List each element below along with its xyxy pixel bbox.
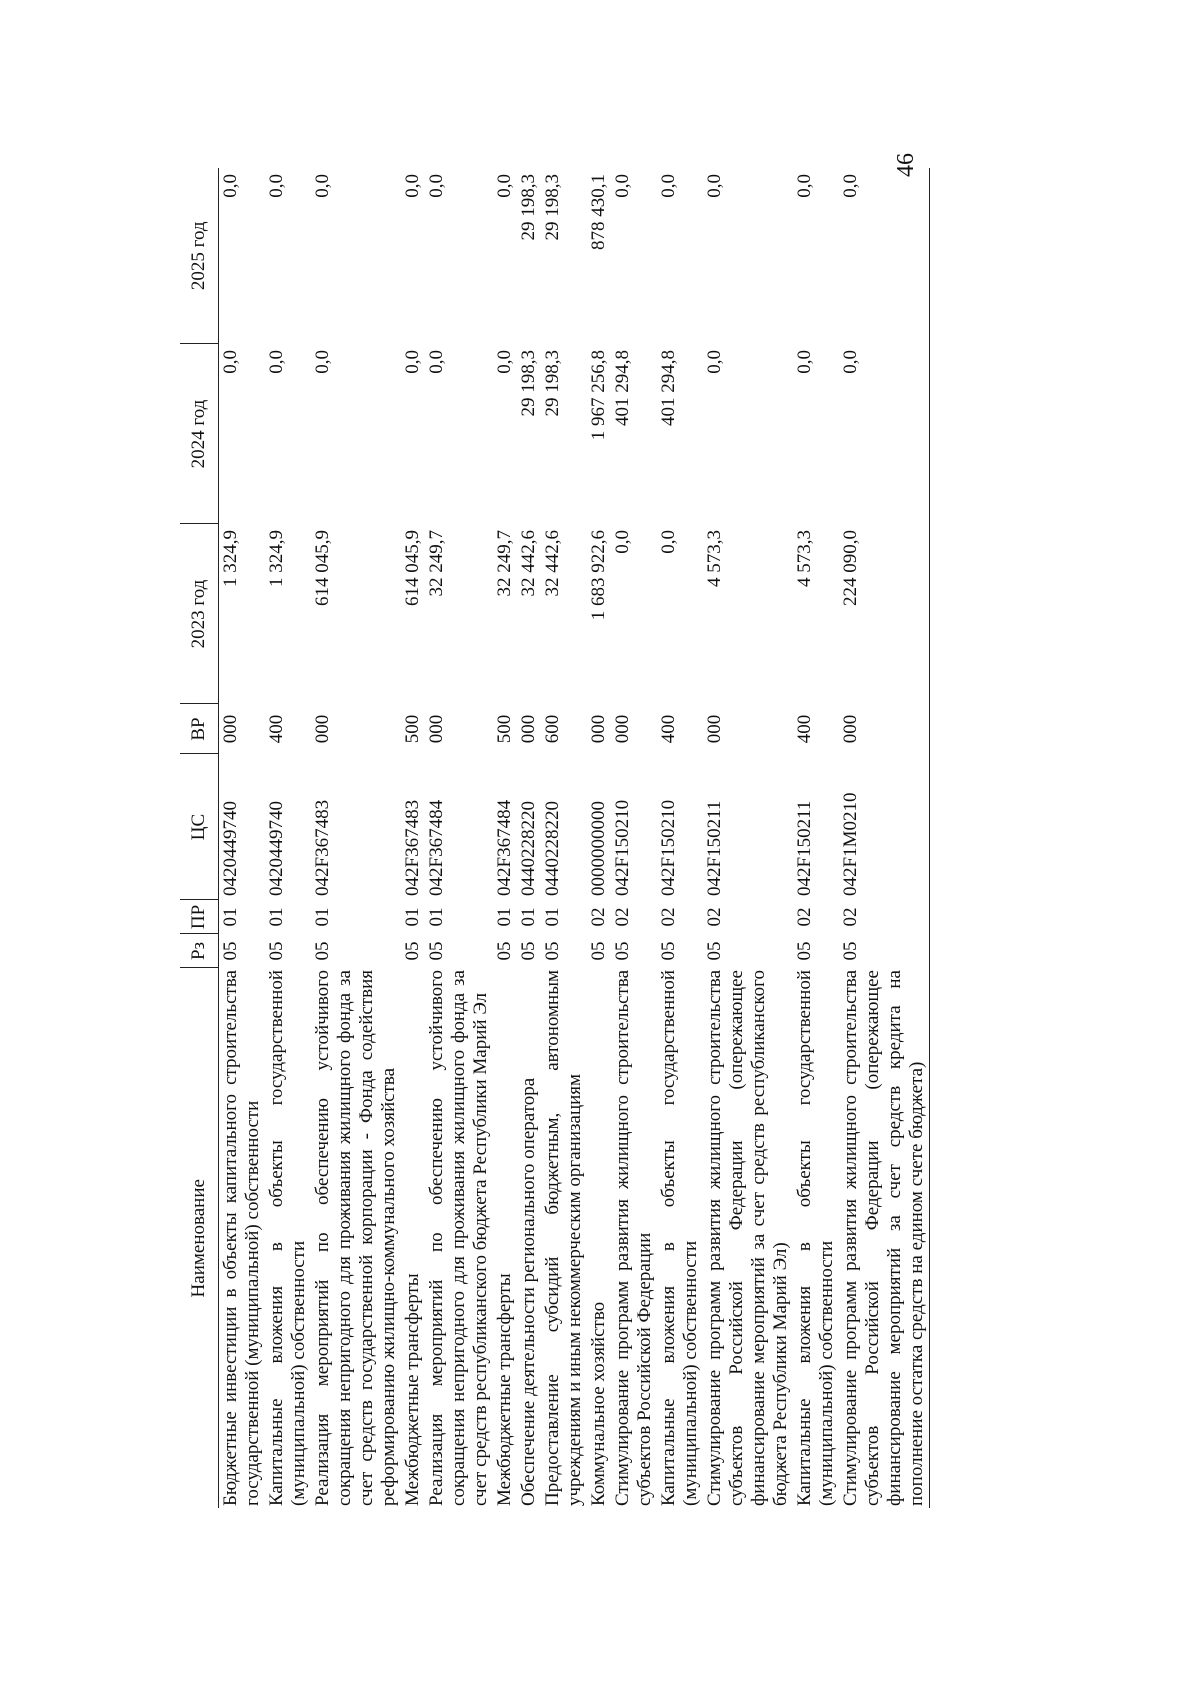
row-cs: 042F367483 bbox=[312, 799, 333, 896]
row-2025: 29 198,3 bbox=[542, 174, 563, 241]
rule-cell bbox=[930, 168, 931, 1508]
row-name: Капитальные вложения в объекты государственной (муниципальной) собственности bbox=[266, 970, 309, 1506]
row-rz: 05 bbox=[704, 941, 725, 961]
row-name: Капитальные вложения в объекты государственной (муниципальной) собственности bbox=[658, 970, 701, 1506]
row-2025: 0,0 bbox=[704, 174, 725, 198]
row-2025: 0,0 bbox=[612, 174, 633, 198]
table-row bbox=[587, 168, 611, 1508]
row-vr: 000 bbox=[518, 714, 539, 744]
row-cs: 042F1M0210 bbox=[840, 792, 861, 896]
row-pr: 01 bbox=[266, 907, 287, 927]
row-name: Стимулирование программ развития жилищного строительства субъектов Российской Федерации bbox=[612, 970, 655, 1506]
row-cs: 042F150210 bbox=[612, 799, 633, 896]
table-row bbox=[265, 168, 311, 1508]
row-2025: 878 430,1 bbox=[588, 174, 609, 250]
row-cs: 042F367484 bbox=[494, 799, 515, 896]
row-2024: 0,0 bbox=[266, 350, 287, 374]
row-2023: 0,0 bbox=[658, 530, 679, 554]
row-vr: 000 bbox=[840, 714, 861, 744]
row-pr: 01 bbox=[220, 907, 241, 927]
row-rz: 05 bbox=[794, 941, 815, 961]
row-rz: 05 bbox=[312, 941, 333, 961]
row-2025: 0,0 bbox=[266, 174, 287, 198]
row-2024: 0,0 bbox=[840, 350, 861, 374]
row-vr: 400 bbox=[658, 714, 679, 744]
row-name: Предоставление субсидий бюджетным, автономным учреждениям и иным некоммерческим организациям bbox=[542, 970, 585, 1506]
row-2025: 0,0 bbox=[426, 174, 447, 198]
table-bottom-rule bbox=[930, 168, 931, 1508]
row-name: Коммунальное хозяйство bbox=[588, 1301, 609, 1506]
row-name: Бюджетные инвестиции в объекты капитального строительства государственной (муниципальной) собственности bbox=[220, 970, 263, 1506]
row-2024: 0,0 bbox=[704, 350, 725, 374]
row-pr: 02 bbox=[840, 907, 861, 927]
row-rz: 05 bbox=[518, 941, 539, 961]
row-2024: 0,0 bbox=[402, 350, 423, 374]
table-row bbox=[793, 168, 839, 1508]
row-2024: 29 198,3 bbox=[542, 350, 563, 417]
row-vr: 000 bbox=[704, 714, 725, 744]
row-2024: 401 294,8 bbox=[612, 350, 633, 426]
row-name: Капитальные вложения в объекты государственной (муниципальной) собственности bbox=[794, 970, 837, 1506]
page-number: 46 bbox=[893, 153, 919, 177]
row-2024: 0,0 bbox=[794, 350, 815, 374]
row-cs: 042F367484 bbox=[426, 799, 447, 896]
row-vr: 000 bbox=[588, 714, 609, 744]
row-vr: 000 bbox=[312, 714, 333, 744]
header-name: Наименование bbox=[180, 968, 219, 1508]
row-2023: 1 683 922,6 bbox=[588, 530, 609, 621]
row-rz: 05 bbox=[220, 941, 241, 961]
row-cs: 0420449740 bbox=[220, 801, 241, 896]
row-vr: 600 bbox=[542, 714, 563, 744]
row-2024: 0,0 bbox=[494, 350, 515, 374]
row-pr: 02 bbox=[704, 907, 725, 927]
row-pr: 01 bbox=[542, 907, 563, 927]
row-cs: 042F150211 bbox=[704, 800, 725, 896]
row-cs: 042F150210 bbox=[658, 799, 679, 896]
row-2024: 29 198,3 bbox=[518, 350, 539, 417]
row-2023: 4 573,3 bbox=[794, 530, 815, 587]
budget-table bbox=[180, 168, 930, 1508]
table-row bbox=[657, 168, 703, 1508]
row-name: Стимулирование программ развития жилищного строительства субъектов Российской Федерации (опережающее финансирование мероприятий за счет средств республиканского бюджета Республики Марий Эл) bbox=[704, 970, 791, 1506]
row-rz: 05 bbox=[426, 941, 447, 961]
rotated-table-sheet bbox=[180, 168, 940, 1508]
row-2024: 1 967 256,8 bbox=[588, 350, 609, 441]
header-2025: 2025 год bbox=[180, 168, 219, 344]
row-2025: 0,0 bbox=[840, 174, 861, 198]
row-2023: 1 324,9 bbox=[266, 530, 287, 587]
row-2023: 1 324,9 bbox=[220, 530, 241, 587]
row-2025: 0,0 bbox=[658, 174, 679, 198]
row-vr: 400 bbox=[266, 714, 287, 744]
row-name: Реализация мероприятий по обеспечению устойчивого сокращения непригодного для проживания жилищного фонда за счет средств государственной корпорации - Фонда содействия реформированию жилищно-коммунального хозяйства bbox=[312, 970, 399, 1506]
row-2023: 4 573,3 bbox=[704, 530, 725, 587]
row-2023: 614 045,9 bbox=[402, 530, 423, 606]
row-2025: 0,0 bbox=[494, 174, 515, 198]
row-vr: 500 bbox=[494, 714, 515, 744]
row-name: Реализация мероприятий по обеспечению устойчивого сокращения непригодного для проживания жилищного фонда за счет средств республиканского бюджета Республики Марий Эл bbox=[426, 970, 491, 1506]
row-cs: 0420449740 bbox=[266, 801, 287, 896]
header-rz: Рз bbox=[180, 934, 219, 968]
row-pr: 01 bbox=[426, 907, 447, 927]
row-name: Стимулирование программ развития жилищного строительства субъектов Российской Федерации (опережающее финансирование мероприятий за счет средств кредита на пополнение остатка средств на едином счете бюджета) bbox=[840, 970, 927, 1506]
row-pr: 01 bbox=[518, 907, 539, 927]
table-row bbox=[611, 168, 657, 1508]
row-cs: 0440228220 bbox=[542, 801, 563, 896]
row-2023: 614 045,9 bbox=[312, 530, 333, 606]
row-rz: 05 bbox=[588, 941, 609, 961]
row-2023: 32 442,6 bbox=[518, 530, 539, 597]
row-pr: 02 bbox=[794, 907, 815, 927]
row-2024: 0,0 bbox=[312, 350, 333, 374]
row-pr: 02 bbox=[612, 907, 633, 927]
row-2023: 32 442,6 bbox=[542, 530, 563, 597]
row-pr: 01 bbox=[312, 907, 333, 927]
table-row bbox=[541, 168, 587, 1508]
row-2025: 29 198,3 bbox=[518, 174, 539, 241]
row-2025: 0,0 bbox=[402, 174, 423, 198]
row-name: Межбюджетные трансферты bbox=[494, 1273, 515, 1506]
row-vr: 400 bbox=[794, 714, 815, 744]
row-name: Межбюджетные трансферты bbox=[402, 1273, 423, 1506]
row-cs: 0000000000 bbox=[588, 801, 609, 896]
table-header-row bbox=[180, 168, 219, 1508]
row-2023: 224 090,0 bbox=[840, 530, 861, 606]
row-vr: 500 bbox=[402, 714, 423, 744]
row-2023: 32 249,7 bbox=[494, 530, 515, 597]
row-rz: 05 bbox=[542, 941, 563, 961]
row-rz: 05 bbox=[266, 941, 287, 961]
table-body bbox=[219, 168, 931, 1508]
row-vr: 000 bbox=[220, 714, 241, 744]
table-row bbox=[311, 168, 401, 1508]
table-row bbox=[839, 168, 930, 1508]
row-rz: 05 bbox=[840, 941, 861, 961]
row-cs: 042F367483 bbox=[402, 799, 423, 896]
row-cs: 0440228220 bbox=[518, 801, 539, 896]
row-2024: 0,0 bbox=[426, 350, 447, 374]
row-2024: 0,0 bbox=[220, 350, 241, 374]
row-rz: 05 bbox=[658, 941, 679, 961]
row-2025: 0,0 bbox=[220, 174, 241, 198]
row-cs: 042F150211 bbox=[794, 800, 815, 896]
header-pr: ПР bbox=[180, 900, 219, 934]
row-pr: 01 bbox=[402, 907, 423, 927]
row-rz: 05 bbox=[494, 941, 515, 961]
header-2024: 2024 год bbox=[180, 344, 219, 524]
row-vr: 000 bbox=[612, 714, 633, 744]
row-2023: 0,0 bbox=[612, 530, 633, 554]
row-vr: 000 bbox=[426, 714, 447, 744]
table-row bbox=[401, 168, 425, 1508]
row-pr: 02 bbox=[658, 907, 679, 927]
row-pr: 01 bbox=[494, 907, 515, 927]
row-2024: 401 294,8 bbox=[658, 350, 679, 426]
row-pr: 02 bbox=[588, 907, 609, 927]
table-row bbox=[493, 168, 517, 1508]
row-name: Обеспечение деятельности регионального оператора bbox=[518, 1077, 539, 1506]
row-rz: 05 bbox=[612, 941, 633, 961]
row-rz: 05 bbox=[402, 941, 423, 961]
header-vr: ВР bbox=[180, 704, 219, 754]
header-cs: ЦС bbox=[180, 754, 219, 900]
header-2023: 2023 год bbox=[180, 524, 219, 704]
table-row bbox=[425, 168, 493, 1508]
table-row bbox=[219, 168, 266, 1508]
row-2025: 0,0 bbox=[312, 174, 333, 198]
table-row bbox=[517, 168, 541, 1508]
row-2023: 32 249,7 bbox=[426, 530, 447, 597]
row-2025: 0,0 bbox=[794, 174, 815, 198]
table-row bbox=[703, 168, 793, 1508]
